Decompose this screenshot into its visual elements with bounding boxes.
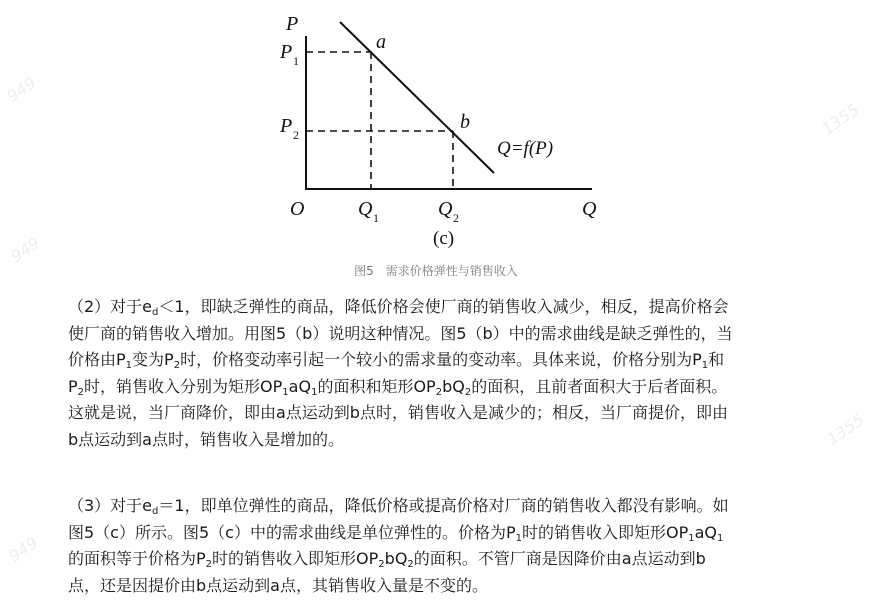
watermark: 949 <box>3 72 40 107</box>
paragraph-line: （2）对于$e_d<1$，即缺乏弹性的商品，降低价格会使厂商的销售收入减少，相反，提高价格会 <box>68 297 729 318</box>
p-axis-label: P <box>286 13 299 35</box>
paragraph-line: 点，还是因提价由b点运动到a点，其销售收入量是不变的。 <box>68 575 488 595</box>
figure-caption: 图5 需求价格弹性与销售收入 <box>354 264 518 278</box>
paragraph-3 <box>68 493 816 599</box>
point-a-label: a <box>376 31 386 53</box>
watermark: 1355 <box>818 100 863 139</box>
paragraph-line: 这就是说，当厂商降价，即由a点运动到b点时，销售收入是减少的；相反，当厂商提价，即由 <box>68 403 728 422</box>
figure-svg <box>0 0 872 255</box>
p2-label: P <box>280 115 293 137</box>
watermark: 949 <box>5 532 42 567</box>
q1-subscript: 1 <box>373 211 379 225</box>
p1-label: P <box>280 41 293 63</box>
watermark: 949 <box>7 232 44 267</box>
paragraph-2 <box>68 294 816 453</box>
paragraph-line: 价格由$P_1$变为$P_2$时，价格变动率引起一个较小的需求量的变动率。具体来说，价格分别为$P_1$和 <box>68 350 725 371</box>
panel-label: (c) <box>433 228 455 249</box>
paragraph-line: 使厂商的销售收入增加。用图5（b）说明这种情况。图5（b）中的需求曲线是缺乏弹性的，当 <box>68 323 733 343</box>
curve-label: Q=f(P) <box>497 138 554 159</box>
paragraph-line: 图5（c）所示。图5（c）中的需求曲线是单位弹性的。价格为$P_1$时的销售收入即矩形$OP_1aQ_1$ <box>68 522 724 544</box>
paragraph-line: 的面积等于价格为$P_2$时的销售收入即矩形$OP_2bQ_2$的面积。不管厂商是因降价由a点运动到b <box>68 549 706 570</box>
q2-label: Q <box>438 198 453 220</box>
q1-label: Q <box>358 198 373 220</box>
p2-subscript: 2 <box>293 128 299 142</box>
watermark: 1355 <box>823 410 868 449</box>
origin-label: O <box>290 198 305 220</box>
demand-curve <box>340 22 494 173</box>
paragraph-line: （3）对于$e_d=1$，即单位弹性的商品，降低价格或提高价格对厂商的销售收入都没有影响。如 <box>68 496 729 517</box>
paragraph-line: $P_2$时，销售收入分别为矩形$OP_1aQ_1$的面积和矩形$OP_2bQ_2$的面积，且前者面积大于后者面积。 <box>68 376 728 398</box>
q-axis-label: Q <box>582 198 597 220</box>
point-b-label: b <box>460 111 470 133</box>
q2-subscript: 2 <box>453 211 459 225</box>
demand-elasticity-figure <box>0 0 872 255</box>
paragraph-line: b点运动到a点时，销售收入是增加的。 <box>68 429 344 449</box>
p1-subscript: 1 <box>293 54 299 68</box>
